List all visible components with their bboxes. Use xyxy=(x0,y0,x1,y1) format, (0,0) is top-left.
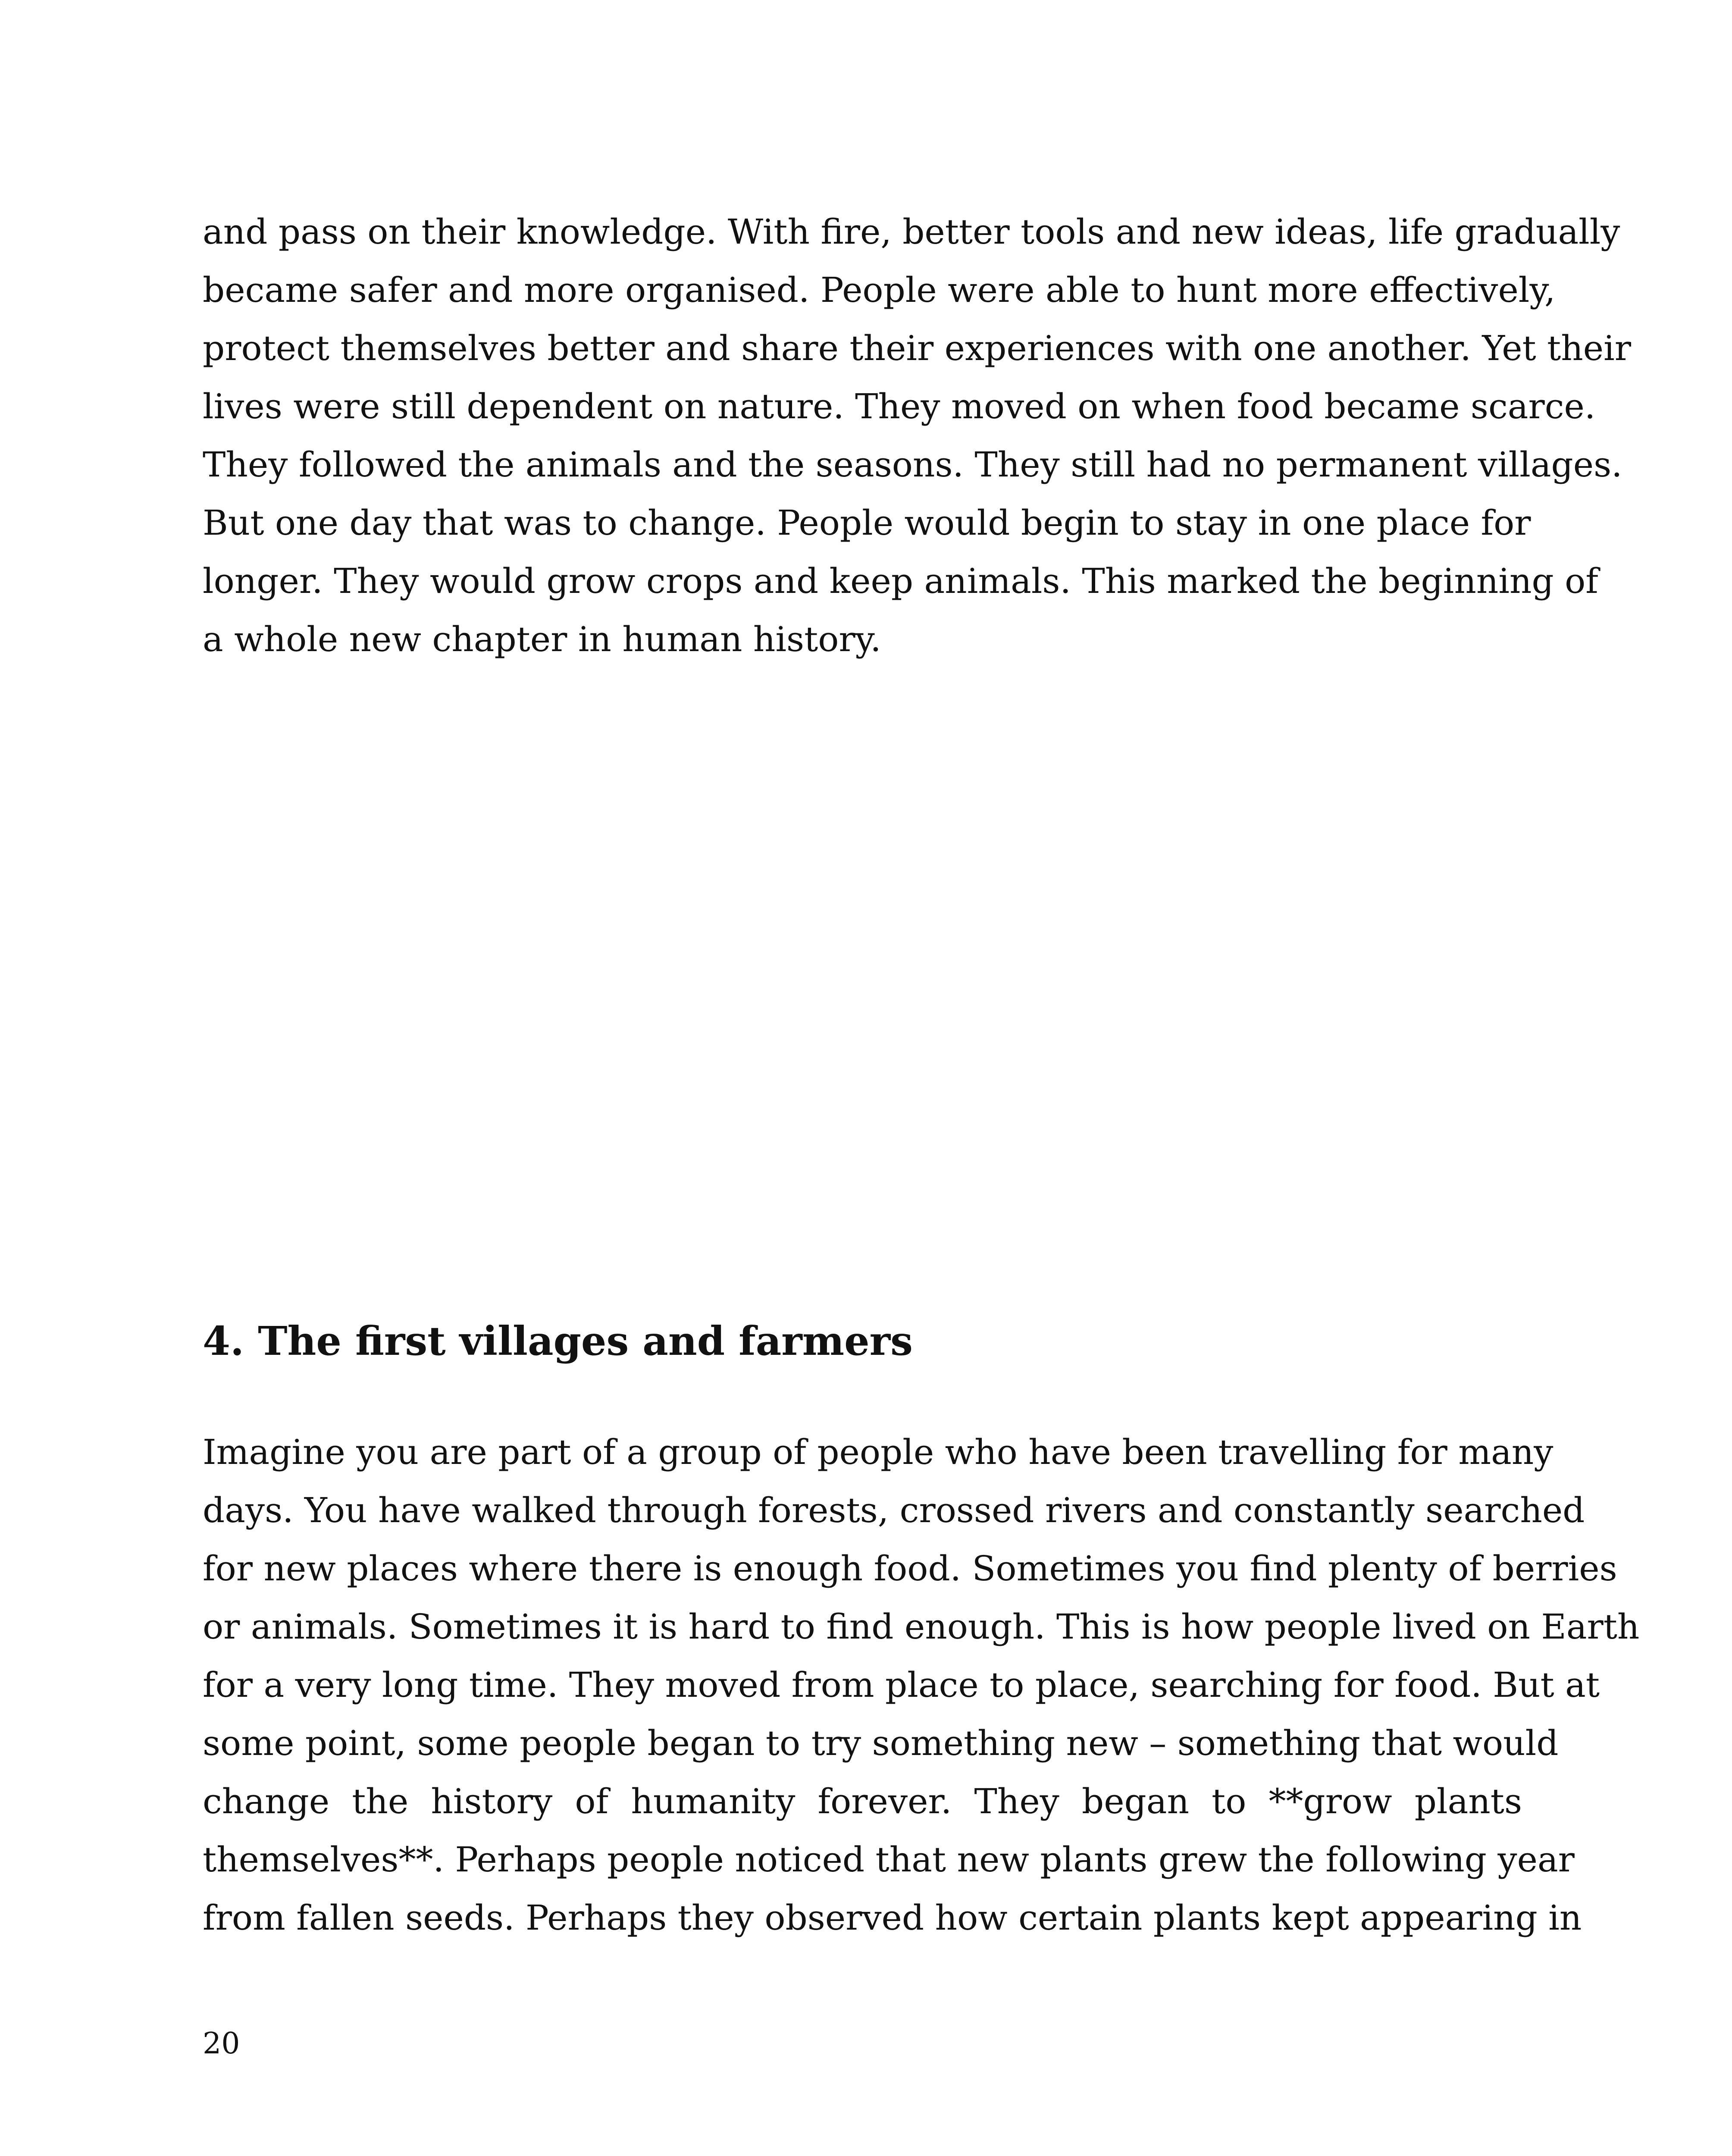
text-line: and pass on their knowledge. With fire, better tools and new ideas, life gradually xyxy=(203,212,1620,252)
section-heading: 4. The first villages and farmers xyxy=(203,1318,913,1364)
text-line: became safer and more organised. People were able to hunt more effectively, xyxy=(203,270,1556,310)
text-line: themselves**. Perhaps people noticed that new plants grew the following year xyxy=(203,1839,1575,1880)
paragraph-bottom xyxy=(203,1423,1640,1947)
text-line: for a very long time. They moved from place to place, searching for food. But at xyxy=(203,1665,1600,1705)
text-line: protect themselves better and share their experiences with one another. Yet their xyxy=(203,328,1631,368)
text-line: some point, some people began to try something new – something that would xyxy=(203,1723,1559,1763)
page-number: 20 xyxy=(203,2027,240,2061)
text-line: They followed the animals and the seasons. They still had no permanent villages. xyxy=(203,445,1622,485)
text-line: for new places where there is enough food. Sometimes you find plenty of berries xyxy=(203,1548,1617,1589)
paragraph-top xyxy=(203,203,1631,668)
text-line: or animals. Sometimes it is hard to find enough. This is how people lived on Earth xyxy=(203,1607,1640,1647)
text-line: longer. They would grow crops and keep animals. This marked the beginning of xyxy=(203,561,1598,601)
text-line: Imagine you are part of a group of people who have been travelling for many xyxy=(203,1432,1553,1472)
text-line: from fallen seeds. Perhaps they observed how certain plants kept appearing in xyxy=(203,1898,1582,1938)
text-line: lives were still dependent on nature. They moved on when food became scarce. xyxy=(203,386,1596,426)
text-line: days. You have walked through forests, crossed rivers and constantly searched xyxy=(203,1490,1585,1530)
text-line: change the history of humanity forever. They began to **grow plants xyxy=(203,1781,1522,1821)
text-line: But one day that was to change. People would begin to stay in one place for xyxy=(203,503,1531,543)
text-line-last: a whole new chapter in human history. xyxy=(203,619,881,659)
